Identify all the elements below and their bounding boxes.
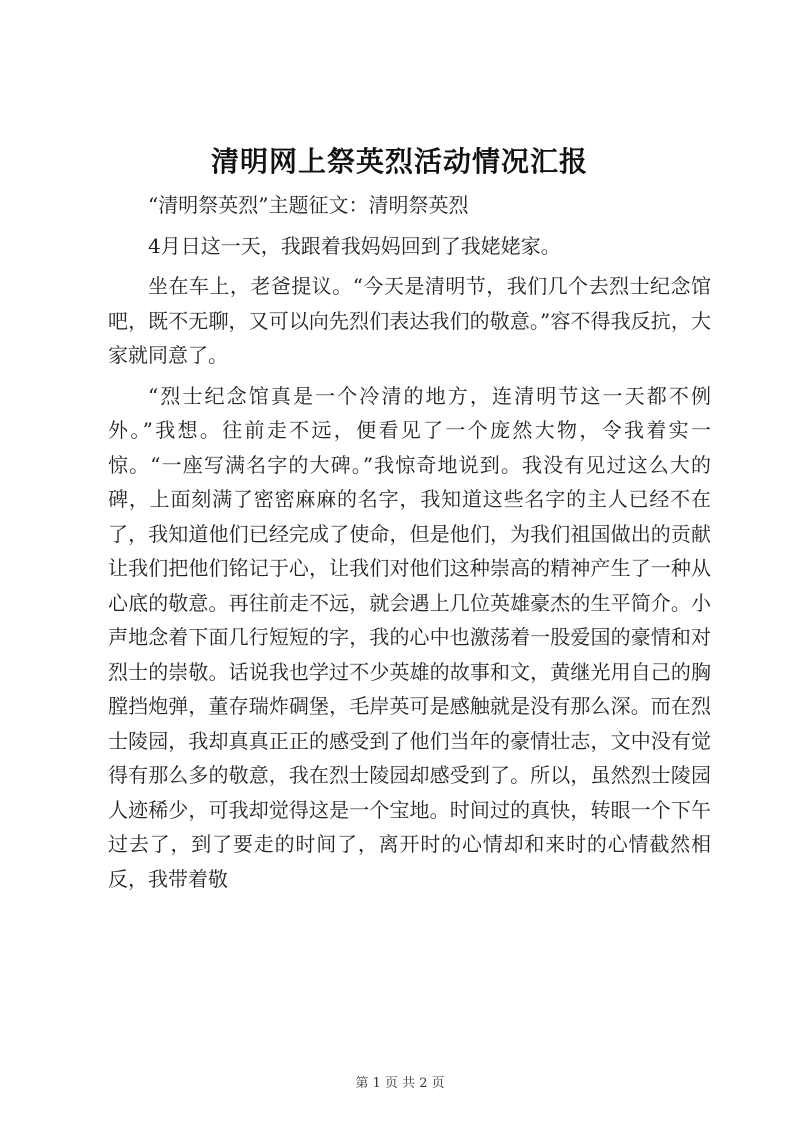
paragraph-1: 4月日这一天，我跟着我妈妈回到了我姥姥家。 — [148, 233, 561, 258]
document-title: 清明网上祭英烈活动情况汇报 — [210, 145, 588, 178]
page-footer: 第 1 页 共 2 页 — [355, 1076, 445, 1091]
paragraph-subtitle: “清明祭英烈”主题征文：清明祭英烈 — [148, 193, 469, 217]
document-page — [108, 142, 711, 902]
paragraph-2: 坐在车上，老爸提议。“今天是清明节，我们几个去烈士纪念馆吧，既不无聊，又可以向先烈们表达我们的敬意。”容不得我反抗，大家就同意了。 — [108, 274, 711, 367]
paragraph-3: “烈士纪念馆真是一个冷清的地方，连清明节这一天都不例外。”我想。往前走不远，便看见了一个庞然大物，令我着实一惊。“一座写满名字的大碑。”我惊奇地说到。我没有见过这么大的碑，上面刻满了密密麻麻的名字，我知道这些名字的主人已经不在了，我知道他们已经完成了使命，但是他们，为我们祖国做出的贡献让我们把他们铭记于心，让我们对他们这种崇高的精神产生了一种从心底的敬意。再往前走不远，就会遇上几位英雄豪杰的生平简介。小声地念着下面几行短短的字，我的心中也激荡着一股爱国的豪情和对烈士的崇敬。话说我也学过不少英雄的故事和文，黄继光用自己的胸膛挡炮弹，董存瑞炸碉堡，毛岸英可是感触就是没有那么深。而在烈士陵园，我却真真正正的感受到了他们当年的豪情壮志，文中没有觉得有那么多的敬意，我在烈士陵园却感受到了。所以，虽然烈士陵园人迹稀少，可我却觉得这是一个宝地。时间过的真快，转眼一个下午过去了，到了要走的时间了，离开时的心情却和来时的心情截然相反，我带着敬 — [108, 383, 711, 891]
